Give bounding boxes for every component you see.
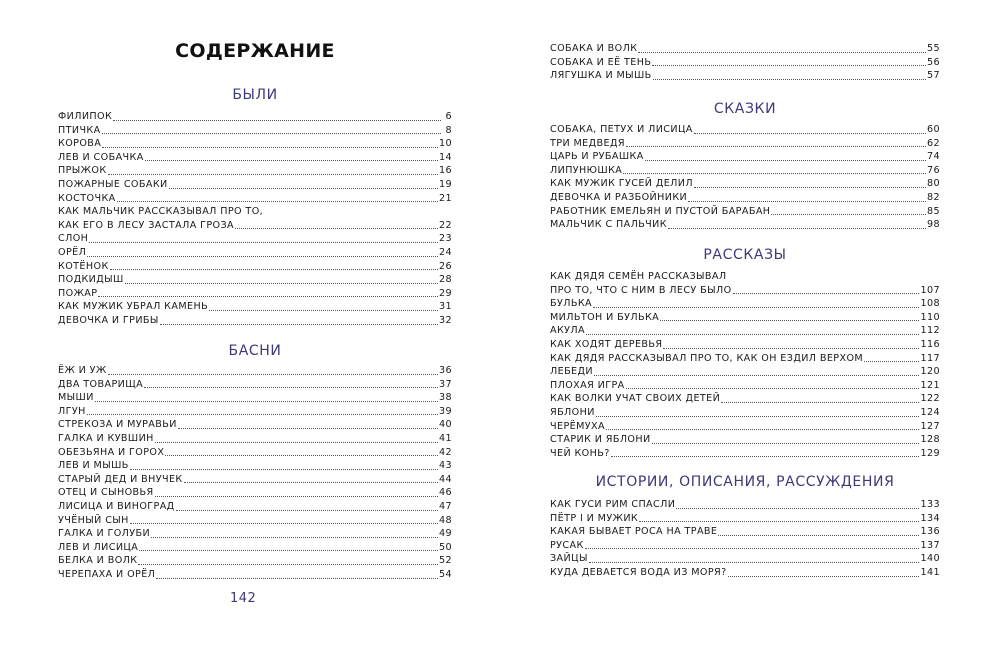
dot-leader [652, 64, 926, 66]
toc-entry-title: КАК ДЯДЯ РАССКАЗЫВАЛ ПРО ТО, КАК ОН ЕЗДИЛ ВЕРХОМ [550, 352, 864, 364]
dot-leader [585, 547, 920, 549]
dot-leader [694, 186, 926, 188]
dot-leader [653, 78, 926, 80]
toc-entry-page: 37 [438, 378, 452, 390]
toc-entry [550, 270, 940, 284]
page-number: 142 [230, 591, 257, 606]
toc-entry [550, 205, 940, 219]
toc-entry-page: 36 [438, 365, 452, 376]
dot-leader [151, 536, 438, 538]
toc-entry [550, 420, 940, 434]
toc-entry [58, 554, 452, 568]
toc-entry-page: 8 [445, 124, 452, 136]
toc-entry [58, 232, 452, 246]
toc-entry [550, 42, 940, 56]
toc-entry [550, 566, 940, 580]
toc-entry [550, 56, 940, 70]
dot-leader [676, 507, 919, 509]
dot-leader [688, 200, 926, 202]
toc-entry-title: ЛЕВ И СОБАЧКА [58, 151, 144, 163]
dot-leader [626, 387, 920, 389]
toc-entry-page: 40 [438, 419, 452, 431]
toc-entry [550, 338, 940, 352]
dot-leader [594, 374, 919, 376]
toc-entry-page: 122 [920, 393, 940, 405]
dot-leader [638, 51, 926, 53]
toc-entry-title: ЁЖ И УЖ [58, 365, 107, 376]
toc-entry [550, 379, 940, 393]
toc-entry-title: ЛЕВ И МЫШЬ [58, 460, 129, 472]
dot-leader [89, 241, 438, 243]
toc-entry-title: ПОЖАР [58, 287, 98, 299]
section-heading-istorii: ИСТОРИИ, ОПИСАНИЯ, РАССУЖДЕНИЯ [595, 474, 895, 490]
contents-title: СОДЕРЖАНИЕ [175, 40, 335, 62]
toc-entry-page: 98 [926, 219, 940, 231]
toc-entry [58, 473, 452, 487]
dot-leader [87, 413, 438, 415]
dot-leader [139, 549, 438, 551]
dot-leader [718, 534, 919, 536]
toc-entry [58, 459, 452, 473]
dot-leader [209, 309, 438, 311]
dot-leader [165, 454, 438, 456]
toc-entry-title: ЧЕЙ КОНЬ? [550, 447, 610, 459]
toc-entry-title: УЧЁНЫЙ СЫН [58, 514, 129, 526]
toc-entry-page: 116 [920, 338, 940, 350]
dot-leader [652, 442, 920, 444]
toc-entry [550, 552, 940, 566]
toc-entry-page: 38 [438, 392, 452, 404]
toc-entry-title: ОРЁЛ [58, 246, 87, 258]
toc-entry-page: 29 [438, 287, 452, 299]
dot-leader [593, 306, 919, 308]
toc-entry-title: ПОЖАРНЫЕ СОБАКИ [58, 178, 168, 190]
toc-entry-title: ЛЕВ И ЛИСИЦА [58, 541, 139, 553]
toc-entry-title: ГАЛКА И КУВШИН [58, 432, 154, 444]
toc-entry-page: 85 [926, 205, 940, 217]
toc-entry [550, 137, 940, 151]
toc-entry [58, 273, 452, 287]
toc-entry-page: 24 [438, 246, 452, 258]
toc-entry [550, 512, 940, 526]
toc-entry-page: 141 [920, 566, 940, 578]
dot-leader [235, 227, 438, 229]
toc-entry [58, 219, 452, 233]
dot-leader [663, 347, 919, 349]
dot-leader [178, 427, 438, 429]
toc-entry [550, 311, 940, 325]
toc-entry-title: ПРЫЖОК [58, 165, 107, 177]
toc-entry-page: 124 [920, 406, 940, 418]
toc-entry-title: ДЕВОЧКА И РАЗБОЙНИКИ [550, 191, 688, 203]
toc-entry-page: 52 [438, 555, 452, 567]
toc-entry-title: КОТЁНОК [58, 260, 109, 272]
toc-entry-page: 41 [438, 432, 452, 444]
dot-leader [721, 401, 919, 403]
toc-entry [550, 324, 940, 338]
toc-entry-title: ЧЕРЕПАХА И ОРЁЛ [58, 568, 156, 580]
toc-entry-page: 57 [926, 70, 940, 82]
dot-leader [771, 213, 926, 215]
dot-leader [645, 159, 926, 161]
dot-leader [727, 280, 929, 281]
dot-leader [694, 132, 926, 134]
section-heading-rasskazy: РАССКАЗЫ [703, 247, 787, 263]
dot-leader [145, 159, 438, 161]
toc-entry-title: КАК ДЯДЯ СЕМЁН РАССКАЗЫВАЛ [550, 271, 727, 282]
dot-leader [184, 481, 438, 483]
toc-entry-title: КАК ВОЛКИ УЧАТ СВОИХ ДЕТЕЙ [550, 393, 721, 405]
toc-entry-title: МАЛЬЧИК С ПАЛЬЧИК [550, 219, 667, 231]
toc-entry-page: 14 [438, 151, 452, 163]
toc-entry [58, 246, 452, 260]
toc-entry-title: ФИЛИПОК [58, 111, 113, 122]
toc-entry-title: КАК МАЛЬЧИК РАССКАЗЫВАЛ ПРО ТО, [58, 206, 264, 218]
toc-entry-title: ЯБЛОНИ [550, 406, 595, 418]
toc-entry-page: 56 [926, 56, 940, 68]
toc-entry-title: ДЕВОЧКА И ГРИБЫ [58, 314, 159, 326]
toc-entry-title: ЛГУН [58, 405, 86, 417]
toc-entry-title: РУСАК [550, 539, 584, 551]
toc-entry [550, 164, 940, 178]
toc-entry [550, 123, 940, 137]
toc-entry-title: КАК ЕГО В ЛЕСУ ЗАСТАЛА ГРОЗА [58, 219, 235, 231]
dot-leader [138, 563, 438, 565]
toc-entry [550, 191, 940, 205]
toc-entry [58, 527, 452, 541]
toc-entry-title: ЦАРЬ И РУБАШКА [550, 151, 644, 163]
toc-entry-title: КОРОВА [58, 138, 102, 150]
toc-entry-title: ОБЕЗЬЯНА И ГОРОХ [58, 446, 165, 458]
toc-entry [58, 260, 452, 274]
toc-entry-title: СОБАКА, ПЕТУХ И ЛИСИЦА [550, 124, 693, 135]
dot-leader [626, 145, 926, 147]
toc-entry [58, 287, 452, 301]
dot-leader [98, 295, 438, 297]
toc-entry [58, 314, 452, 328]
toc-entry-title: СЛОН [58, 233, 89, 245]
toc-entry [58, 110, 452, 124]
toc-entry-title: СТРЕКОЗА И МУРАВЬИ [58, 419, 177, 431]
dot-leader [728, 575, 920, 577]
toc-entry [58, 178, 452, 192]
toc-entry [58, 514, 452, 528]
toc-entry-title: РАБОТНИК ЕМЕЛЬЯН И ПУСТОЙ БАРАБАН [550, 205, 771, 217]
toc-entry-title: КАК ГУСИ РИМ СПАСЛИ [550, 499, 676, 510]
dot-leader [176, 509, 438, 511]
toc-list-basni [58, 364, 452, 582]
dot-leader [606, 428, 920, 430]
toc-entry [550, 447, 940, 461]
dot-leader [95, 400, 438, 402]
toc-entry [550, 525, 940, 539]
toc-entry-title: ДВА ТОВАРИЩА [58, 378, 144, 390]
toc-entry-page: 107 [920, 284, 940, 296]
toc-entry [58, 124, 452, 138]
dot-leader [110, 268, 438, 270]
toc-entry [550, 539, 940, 553]
toc-entry [550, 352, 940, 366]
dot-leader [668, 227, 926, 229]
toc-entry-page: 21 [438, 192, 452, 204]
dot-leader [108, 173, 438, 175]
toc-entry-page: 47 [438, 500, 452, 512]
toc-entry-page: 19 [438, 178, 452, 190]
toc-entry-title: ЗАЙЦЫ [550, 553, 588, 565]
toc-entry-page: 136 [920, 526, 940, 538]
toc-entry-page: 39 [438, 405, 452, 417]
toc-entry-page: 54 [438, 568, 452, 580]
toc-entry-title: ОТЕЦ И СЫНОВЬЯ [58, 487, 154, 499]
toc-entry-title: СТАРИК И ЯБЛОНИ [550, 434, 651, 446]
toc-entry-title: БЕЛКА И ВОЛК [58, 555, 138, 567]
toc-list-continued [550, 42, 940, 83]
toc-entry-title: КУДА ДЕВАЕТСЯ ВОДА ИЗ МОРЯ? [550, 566, 727, 578]
toc-entry-page: 44 [438, 473, 452, 485]
toc-entry-page: 62 [926, 137, 940, 149]
dot-leader [108, 373, 438, 375]
toc-entry [58, 418, 452, 432]
dot-leader [155, 495, 438, 497]
toc-entry-page: 28 [438, 274, 452, 286]
toc-entry-page: 46 [438, 487, 452, 499]
toc-entry [58, 500, 452, 514]
toc-entry-page: 49 [438, 528, 452, 540]
toc-entry-title: СТАРЫЙ ДЕД И ВНУЧЕК [58, 473, 183, 485]
dot-leader [864, 360, 919, 362]
toc-entry [58, 364, 452, 378]
toc-entry [58, 137, 452, 151]
toc-entry-title: СОБАКА И ЕЁ ТЕНЬ [550, 56, 652, 68]
toc-entry [58, 446, 452, 460]
toc-entry [550, 498, 940, 512]
toc-entry-page: 26 [438, 260, 452, 272]
toc-entry-page: 108 [920, 298, 940, 310]
toc-entry-page: 10 [438, 138, 452, 150]
toc-list-skazki [550, 123, 940, 232]
toc-entry-title: МИЛЬТОН И БУЛЬКА [550, 311, 660, 323]
toc-entry [550, 218, 940, 232]
toc-entry-title: ПОДКИДЫШ [58, 274, 124, 286]
toc-entry [58, 151, 452, 165]
toc-entry-page: 74 [926, 151, 940, 163]
dot-leader [117, 200, 438, 202]
toc-entry-title: ПЛОХАЯ ИГРА [550, 379, 625, 391]
toc-entry-page: 120 [920, 366, 940, 378]
dot-leader [102, 146, 438, 148]
toc-entry [550, 433, 940, 447]
dot-leader [611, 455, 920, 457]
toc-entry-page: 112 [920, 325, 940, 337]
toc-entry-title: БУЛЬКА [550, 298, 592, 310]
toc-entry-title: ПТИЧКА [58, 124, 101, 136]
dot-leader [660, 319, 919, 321]
dot-leader [155, 441, 438, 443]
section-heading-byli: БЫЛИ [232, 87, 278, 103]
dot-leader [160, 323, 438, 325]
toc-entry-page: 60 [926, 124, 940, 135]
toc-entry [58, 164, 452, 178]
dot-leader [596, 415, 920, 417]
toc-entry-page: 117 [920, 352, 940, 364]
toc-entry-page: 76 [926, 164, 940, 176]
toc-entry [550, 150, 940, 164]
toc-entry-page: 121 [920, 379, 940, 391]
toc-entry [58, 205, 452, 219]
dot-leader [586, 333, 919, 335]
toc-entry [550, 177, 940, 191]
toc-entry-title: КОСТОЧКА [58, 192, 116, 204]
toc-entry [58, 300, 452, 314]
toc-entry-page: 82 [926, 191, 940, 203]
toc-entry-page: 22 [438, 219, 452, 231]
toc-entry-page: 129 [920, 447, 940, 459]
toc-entry-page: 48 [438, 514, 452, 526]
toc-entry-title: МЫШИ [58, 392, 94, 404]
dot-leader [169, 187, 438, 189]
toc-entry-page: 128 [920, 434, 940, 446]
toc-entry [550, 69, 940, 83]
toc-entry [58, 378, 452, 392]
toc-list-byli [58, 110, 452, 328]
toc-entry [58, 486, 452, 500]
toc-entry-title: ГАЛКА И ГОЛУБИ [58, 528, 151, 540]
toc-entry-page: 16 [438, 165, 452, 177]
dot-leader [87, 255, 438, 257]
toc-list-rasskazy [550, 270, 940, 460]
dot-leader [130, 468, 438, 470]
dot-leader [130, 522, 438, 524]
toc-entry-page: 42 [438, 446, 452, 458]
toc-entry-page: 80 [926, 178, 940, 190]
dot-leader [156, 577, 438, 579]
toc-entry-page: 55 [926, 43, 940, 54]
dot-leader [102, 132, 441, 134]
dot-leader [589, 561, 920, 563]
toc-entry-page: 133 [920, 499, 940, 510]
dot-leader [623, 172, 926, 174]
toc-entry [58, 432, 452, 446]
toc-entry-title: АКУЛА [550, 325, 585, 337]
toc-entry-page: 137 [920, 539, 940, 551]
toc-entry-title: ЛИПУНЮШКА [550, 164, 623, 176]
toc-entry-page: 31 [438, 301, 452, 313]
toc-entry [550, 284, 940, 298]
toc-entry [58, 541, 452, 555]
dot-leader [113, 119, 441, 121]
toc-entry [58, 568, 452, 582]
toc-list-istorii [550, 498, 940, 580]
toc-entry [58, 405, 452, 419]
dot-leader [144, 386, 438, 388]
toc-entry-title: ПЁТР I И МУЖИК [550, 512, 639, 524]
toc-entry-title: ПРО ТО, ЧТО С НИМ В ЛЕСУ БЫЛО [550, 284, 732, 296]
toc-entry [550, 297, 940, 311]
toc-entry [550, 365, 940, 379]
dot-leader [733, 292, 920, 294]
toc-entry-title: КАКАЯ БЫВАЕТ РОСА НА ТРАВЕ [550, 526, 718, 538]
toc-entry-title: ТРИ МЕДВЕДЯ [550, 137, 625, 149]
toc-entry [58, 192, 452, 206]
toc-entry-title: ЧЕРЁМУХА [550, 420, 605, 432]
toc-entry [550, 392, 940, 406]
section-heading-skazki: СКАЗКИ [713, 101, 777, 117]
dot-leader [264, 215, 441, 216]
toc-entry-page: 140 [920, 553, 940, 565]
toc-entry [58, 391, 452, 405]
toc-entry-title: КАК МУЖИК ГУСЕЙ ДЕЛИЛ [550, 178, 693, 190]
toc-entry-page: 43 [438, 460, 452, 472]
toc-entry-page: 23 [438, 233, 452, 245]
toc-entry-title: СОБАКА И ВОЛК [550, 43, 638, 54]
toc-entry-title: КАК ХОДЯТ ДЕРЕВЬЯ [550, 338, 663, 350]
dot-leader [639, 520, 919, 522]
toc-entry-title: КАК МУЖИК УБРАЛ КАМЕНЬ [58, 301, 209, 313]
toc-entry-page: 127 [920, 420, 940, 432]
toc-entry [550, 406, 940, 420]
toc-entry-title: ЛЯГУШКА И МЫШЬ [550, 70, 652, 82]
toc-entry-page: 32 [438, 314, 452, 326]
toc-entry-page: 6 [445, 111, 452, 122]
toc-entry-title: ЛИСИЦА И ВИНОГРАД [58, 500, 175, 512]
toc-entry-page: 110 [920, 311, 940, 323]
section-heading-basni: БАСНИ [228, 343, 282, 359]
toc-entry-page: 134 [920, 512, 940, 524]
toc-entry-title: ЛЕБЕДИ [550, 366, 593, 378]
toc-entry-page: 50 [438, 541, 452, 553]
dot-leader [125, 282, 438, 284]
